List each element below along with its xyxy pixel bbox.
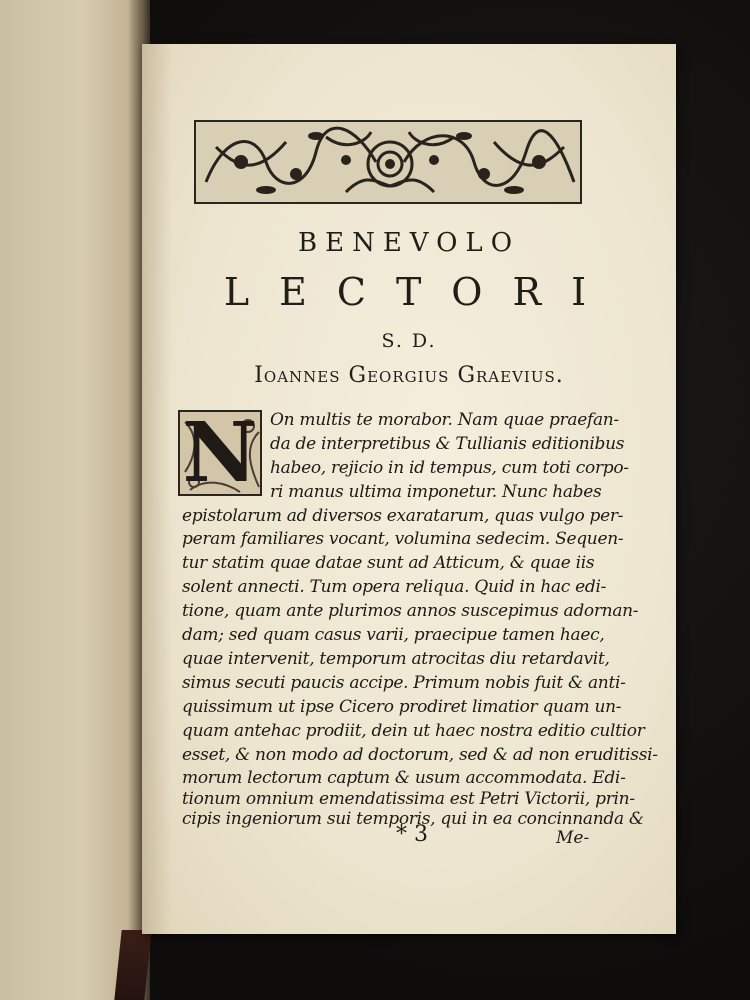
text-line: cipis ingeniorum sui temporis, qui in ea concinnanda & bbox=[182, 809, 644, 829]
signature-mark: * 3 bbox=[396, 822, 428, 847]
text-line: ri manus ultima imponetur. Nunc habes bbox=[270, 482, 602, 502]
text-line: tur statim quae datae sunt ad Atticum, & quae iis bbox=[182, 553, 595, 573]
text-line: dam; sed quam casus varii, praecipue tamen haec, bbox=[182, 625, 605, 645]
text-line: epistolarum ad diversos exaratarum, quas vulgo per- bbox=[182, 506, 624, 526]
text-line: tionum omnium emendatissima est Petri Victorii, prin- bbox=[182, 789, 635, 809]
text-line: On multis te morabor. Nam quae praefan- bbox=[270, 410, 619, 430]
decorated-initial bbox=[178, 410, 262, 496]
floral-ornament-icon bbox=[196, 122, 582, 204]
text-line: habeo, rejicio in id tempus, cum toti corpo- bbox=[270, 458, 629, 478]
salutation: S. D. bbox=[381, 330, 437, 352]
text-line: simus secuti paucis accipe. Primum nobis fuit & anti- bbox=[182, 673, 626, 693]
author-name: Ioannes Georgius Graevius. bbox=[254, 363, 564, 388]
text-line: solent annecti. Tum opera reliqua. Quid in hac edi- bbox=[182, 577, 607, 597]
text-line: morum lectorum captum & usum accommodata. Edi- bbox=[182, 768, 626, 788]
text-line: da de interpretibus & Tullianis editionibus bbox=[270, 434, 625, 454]
text-line: tione, quam ante plurimos annos suscepimus adornan- bbox=[182, 601, 639, 621]
drop-cap-letter: N bbox=[182, 410, 258, 496]
text-line: esset, & non modo ad doctorum, sed & ad non eruditissi- bbox=[182, 745, 658, 765]
title-benevolo: BENEVOLO bbox=[297, 228, 521, 258]
text-line: peram familiares vocant, volumina sedecim. Sequen- bbox=[182, 529, 624, 549]
text-line: quissimum ut ipse Cicero prodiret limatior quam un- bbox=[182, 697, 622, 717]
catchword: Me- bbox=[556, 828, 590, 848]
text-line: quam antehac prodiit, dein ut haec nostra editio cultior bbox=[182, 721, 645, 741]
title-lectori: LECTORI bbox=[223, 270, 617, 314]
text-line: quae intervenit, temporum atrocitas diu retardavit, bbox=[182, 649, 610, 669]
ornamental-headpiece bbox=[194, 120, 582, 204]
